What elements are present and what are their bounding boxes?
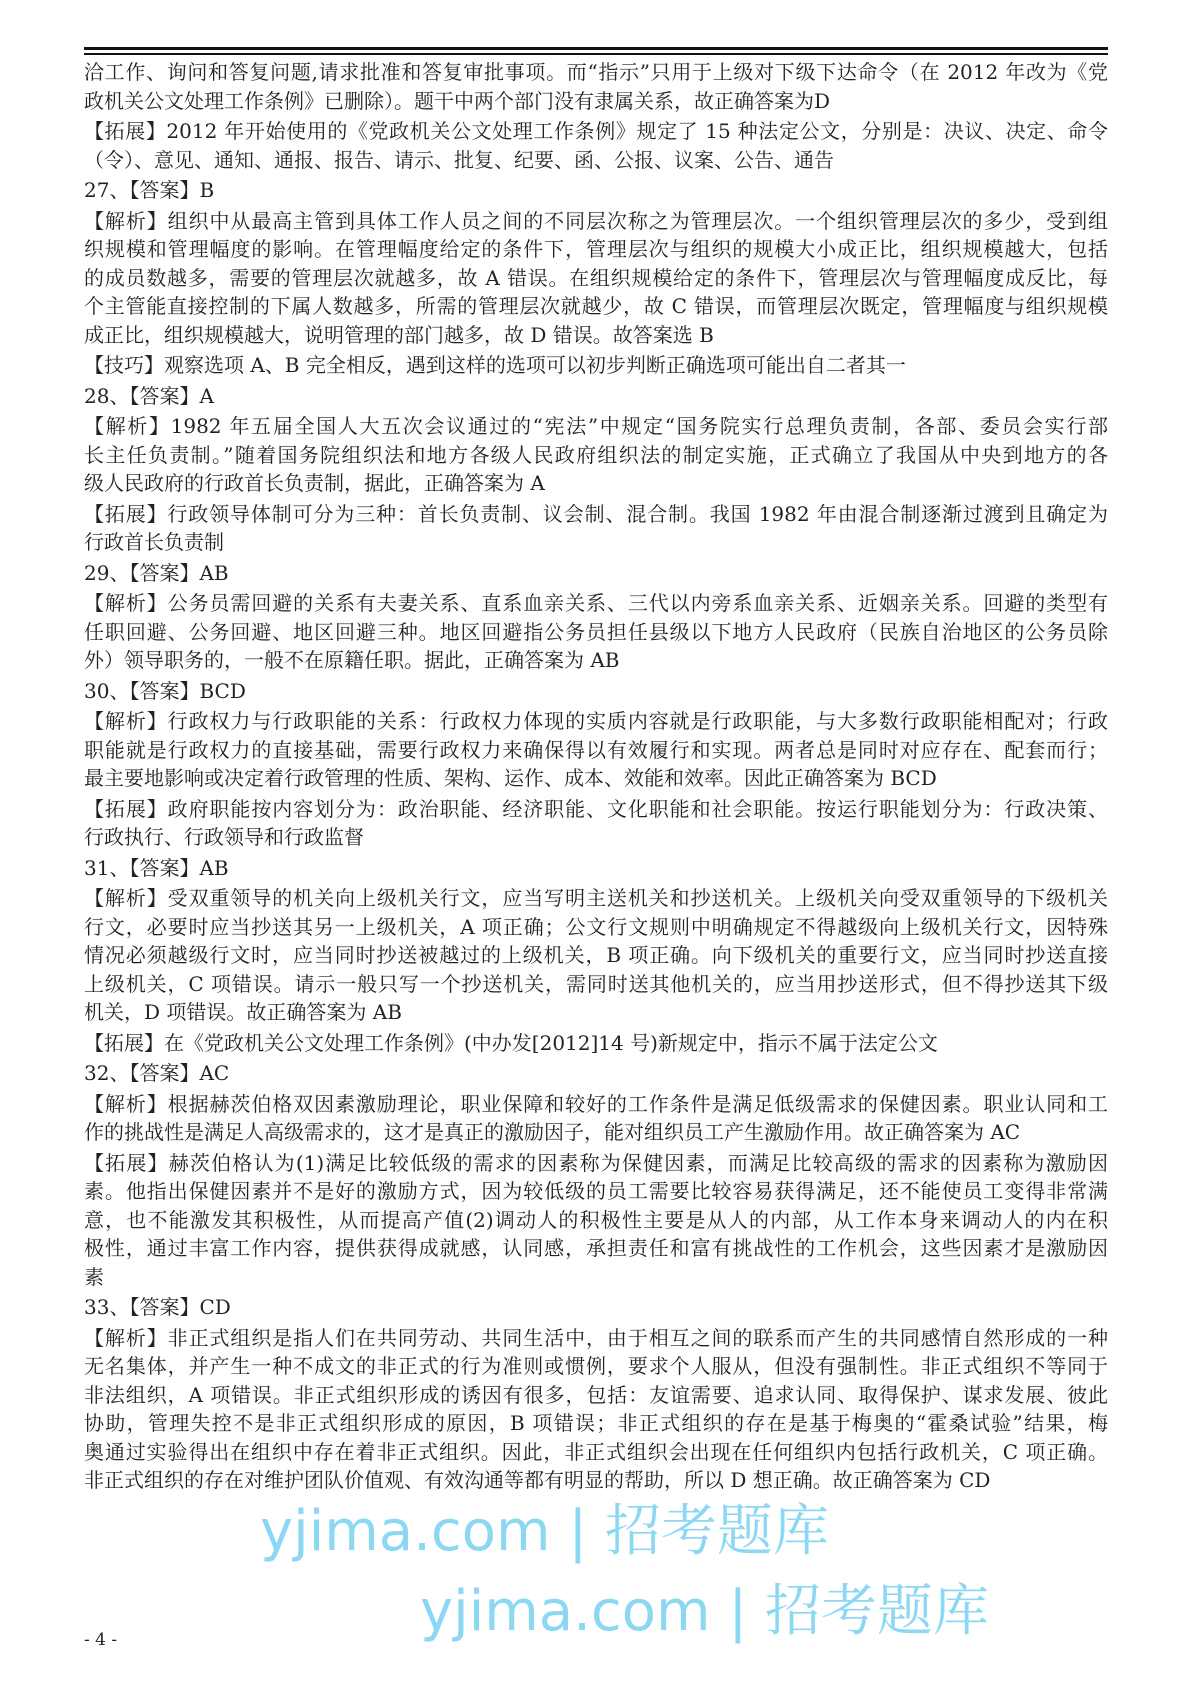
text-line: 【解析】根据赫茨伯格双因素激励理论，职业保障和较好的工作条件是满足低级需求的保健因素。职业认同和工 <box>84 1091 1108 1116</box>
paragraph <box>84 351 1108 380</box>
text-line: 级人民政府的行政首长负责制，据此，正确答案为 A <box>84 471 545 495</box>
text-line: 最主要地影响或决定着行政管理的性质、架构、运作、成本、效能和效率。因此正确答案为 BCD <box>84 766 937 790</box>
text-line: 【解析】1982 年五届全国人大五次会议通过的“宪法”中规定“国务院实行总理负责制，各部、委员会实行部 <box>84 414 1108 438</box>
text-line: 27、【答案】B <box>84 178 215 202</box>
text-line: 【拓展】赫茨伯格认为(1)满足比较低级的需求的因素称为保健因素，而满足比较高级的需求的因素称为激励因 <box>84 1150 1108 1175</box>
text-line: 素。他指出保健因素并不是好的激励方式，因为较低级的员工需要比较容易获得满足，还不能使员工变得非常满 <box>84 1179 1108 1203</box>
header-rule-thin <box>84 53 1108 55</box>
text-line: 职能就是行政权力的直接基础，需要行政权力来确保得以有效履行和实现。两者总是同时对应存在、配套而行； <box>84 737 1108 762</box>
text-line: 洽工作、询问和答复问题,请求批准和答复审批事项。而“指示”只用于上级对下级下达命令（在 2012 年改为《党 <box>84 60 1108 84</box>
text-line: 无名集体，并产生一种不成文的非正式的行为准则或惯例，要求个人服从，但没有强制性。非正式组织不等同于 <box>84 1354 1108 1378</box>
paragraph <box>84 1149 1108 1292</box>
text-line: 31、【答案】AB <box>84 855 229 880</box>
paragraph <box>84 500 1108 557</box>
text-line: 机关，D 项错误。故正确答案为 AB <box>84 1000 402 1024</box>
text-line: 【解析】行政权力与行政职能的关系：行政权力体现的实质内容就是行政职能，与大多数行政职能相配对；行政 <box>84 709 1108 733</box>
text-line: 素 <box>84 1264 104 1289</box>
paragraph <box>84 207 1108 350</box>
paragraph <box>84 1059 1108 1088</box>
text-line: 29、【答案】AB <box>84 560 229 585</box>
text-line: 外）领导职务的，一般不在原籍任职。据此，正确答案为 AB <box>84 648 620 672</box>
text-line: 行政首长负责制 <box>84 530 224 554</box>
paragraph <box>84 559 1108 588</box>
paragraph <box>84 1029 1108 1058</box>
text-line: 任职回避、公务回避、地区回避三种。地区回避指公务员担任县级以下地方人民政府（民族自治地区的公务员除 <box>84 619 1108 644</box>
text-line: 【拓展】行政领导体制可分为三种：首长负责制、议会制、混合制。我国 1982 年由混合制逐渐过渡到且确定为 <box>84 501 1108 526</box>
watermark: yjima.com | 招考题库 <box>260 1499 829 1564</box>
text-line: 极性，通过丰富工作内容，提供获得成就感，认同感，承担责任和富有挑战性的工作机会，这些因素才是激励因 <box>84 1236 1108 1260</box>
text-line: （令）、意见、通知、通报、报告、请示、批复、纪要、函、公报、议案、公告、通告 <box>84 147 834 172</box>
paragraph <box>84 707 1108 793</box>
text-line: 【拓展】政府职能按内容划分为：政治职能、经济职能、文化职能和社会职能。按运行职能划分为：行政决策、 <box>84 796 1108 821</box>
text-line: 情况必须越级行文时，应当同时抄送被越过的上级机关，B 项正确。向下级机关的重要行文，应当同时抄送直接 <box>84 943 1108 967</box>
paragraph <box>84 58 1108 115</box>
text-line: 【技巧】观察选项 A、B 完全相反，遇到这样的选项可以初步判断正确选项可能出自二者其一 <box>84 353 906 377</box>
text-line: 长主任负责制。”随着国务院组织法和地方各级人民政府组织法的制定实施，正式确立了我国从中央到地方的各 <box>84 442 1108 467</box>
text-line: 30、【答案】BCD <box>84 678 246 703</box>
paragraph <box>84 176 1108 205</box>
text-line: 【解析】受双重领导的机关向上级机关行文，应当写明主送机关和抄送机关。上级机关向受双重领导的下级机关 <box>84 886 1108 910</box>
paragraph <box>84 382 1108 411</box>
paragraph <box>84 412 1108 498</box>
text-line: 32、【答案】AC <box>84 1061 230 1085</box>
paragraph <box>84 117 1108 174</box>
paragraph <box>84 1293 1108 1322</box>
text-line: 行政执行、行政领导和行政监督 <box>84 825 364 849</box>
document-body <box>84 58 1108 1497</box>
text-line: 【解析】公务员需回避的关系有夫妻关系、直系血亲关系、三代以内旁系血亲关系、近姻亲关系。回避的类型有 <box>84 591 1108 615</box>
text-line: 意，也不能激发其积极性，从而提高产值(2)调动人的积极性主要是从人的内部，从工作本身来调动人的内在积 <box>84 1207 1108 1232</box>
watermark: yjima.com | 招考题库 <box>420 1579 989 1644</box>
header-rule-thick <box>84 47 1108 50</box>
text-line: 上级机关，C 项错误。请示一般只写一个抄送机关，需同时送其他机关的，应当用抄送形式，但不得抄送其下级 <box>84 971 1108 996</box>
text-line: 织规模和管理幅度的影响。在管理幅度给定的条件下，管理层次与组织的规模大小成正比，组织规模越大，包括 <box>84 237 1108 261</box>
text-line: 作的挑战性是满足人高级需求的，这才是真正的激励因子，能对组织员工产生激励作用。故正确答案为 AC <box>84 1120 1021 1144</box>
text-line: 非法组织，A 项错误。非正式组织形成的诱因有很多，包括：友谊需要、追求认同、取得保护、谋求发展、彼此 <box>84 1382 1108 1407</box>
paragraph <box>84 1324 1108 1495</box>
text-line: 非正式组织的存在对维护团队价值观、有效沟通等都有明显的帮助，所以 D 想正确。故正确答案为 CD <box>84 1468 991 1492</box>
text-line: 成正比，组织规模越大，说明管理的部门越多，故 D 错误。故答案选 B <box>84 322 714 347</box>
page-number: - 4 - <box>84 1630 118 1650</box>
paragraph <box>84 795 1108 852</box>
paragraph <box>84 854 1108 883</box>
text-line: 奥通过实验得出在组织中存在着非正式组织。因此，非正式组织会出现在任何组织内包括行政机关，C 项正确。 <box>84 1439 1108 1464</box>
text-line: 协助，管理失控不是非正式组织形成的原因，B 项错误；非正式组织的存在是基于梅奥的“霍桑试验”结果，梅 <box>84 1411 1108 1435</box>
text-line: 28、【答案】A <box>84 383 214 408</box>
text-line: 的成员数越多，需要的管理层次就越多，故 A 错误。在组织规模给定的条件下，管理层次与管理幅度成反比，每 <box>84 265 1108 290</box>
text-line: 33、【答案】CD <box>84 1295 231 1319</box>
paragraph <box>84 884 1108 1027</box>
paragraph <box>84 589 1108 675</box>
text-line: 【解析】非正式组织是指人们在共同劳动、共同生活中，由于相互之间的联系而产生的共同感情自然形成的一种 <box>84 1325 1108 1350</box>
text-line: 【拓展】在《党政机关公文处理工作条例》(中办发[2012]14 号)新规定中，指示不属于法定公文 <box>84 1030 938 1055</box>
text-line: 政机关公文处理工作条例》已删除）。题干中两个部门没有隶属关系，故正确答案为D <box>84 88 831 113</box>
paragraph <box>84 677 1108 706</box>
paragraph <box>84 1090 1108 1147</box>
text-line: 【拓展】2012 年开始使用的《党政机关公文处理工作条例》规定了 15 种法定公文，分别是：决议、决定、命令 <box>84 119 1108 143</box>
text-line: 行文，必要时应当抄送其另一上级机关，A 项正确；公文行文规则中明确规定不得越级向上级机关行文，因特殊 <box>84 914 1108 939</box>
text-line: 个主管能直接控制的下属人数越多，所需的管理层次就越少，故 C 错误，而管理层次既定，管理幅度与组织规模 <box>84 294 1108 318</box>
text-line: 【解析】组织中从最高主管到具体工作人员之间的不同层次称之为管理层次。一个组织管理层次的多少，受到组 <box>84 208 1108 233</box>
